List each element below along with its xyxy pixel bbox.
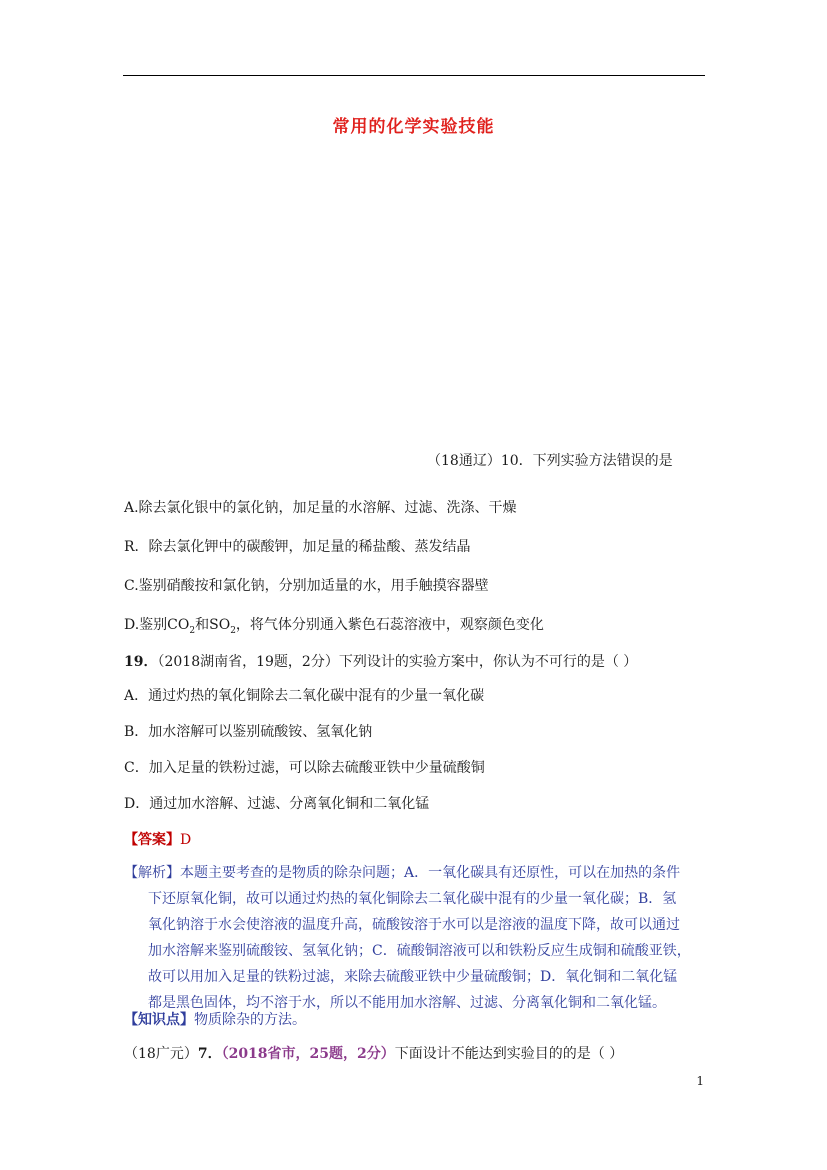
page-title: 常用的化学实验技能 [332, 117, 495, 137]
kp-label: 【知识点】 [124, 1012, 194, 1028]
analysis-line: 故可以用加入足量的铁粉过滤，来除去硫酸亚铁中少量硫酸铜；D．氧化铜和二氧化锰 [148, 969, 678, 985]
analysis-line: 加水溶解来鉴别硫酸铵、氢氧化钠；C．硫酸铜溶液可以和铁粉反应生成铜和硫酸亚铁， [148, 943, 691, 959]
q19-option-c: C．加入足量的铁粉过滤，可以除去硫酸亚铁中少量硫酸铜 [124, 760, 485, 776]
q7-source: （2018省市，25题，2分） [221, 1046, 395, 1062]
q10-d-sub1: 2 [189, 625, 196, 636]
q19-stem-text: （2018湖南省，19题，2分）下列设计的实验方案中，你认为不可行的是（ ） [157, 654, 638, 670]
answer-value: D [180, 832, 192, 848]
q10-option-b: R．除去氯化钾中的碳酸钾，加足量的稀盐酸、蒸发结晶 [124, 539, 471, 555]
q10-d-sub2: 2 [230, 625, 236, 636]
analysis-line: 氧化钠溶于水会使溶液的温度升高，硫酸铵溶于水可以是溶液的温度下降，故可以通过 [148, 917, 680, 933]
q19-answer [124, 830, 191, 850]
q10-d-pre: D.鉴别CO [124, 617, 190, 633]
q10-option-c: C.鉴别硝酸按和氯化钠，分别加适量的水，用手触摸容器壁 [124, 578, 489, 594]
analysis-line: 都是黑色固体，均不溶于水，所以不能用加水溶解、过滤、分离氧化铜和二氧化锰。 [148, 995, 666, 1011]
q10-d-mid: 和SO [195, 617, 231, 633]
knowledge-point [124, 1010, 306, 1030]
q10-option-a: A.除去氯化银中的氯化钠，加足量的水溶解、过滤、洗涤、干燥 [124, 500, 517, 516]
page-number: 1 [696, 1074, 704, 1088]
q7-stem-text: 下面设计不能达到实验目的的是（ ） [394, 1046, 624, 1062]
q7-stem [124, 1044, 623, 1064]
q19-option-a: A．通过灼热的氧化铜除去二氧化碳中混有的少量一氧化碳 [124, 688, 485, 704]
q19-option-d: D．通过加水溶解、过滤、分离氧化铜和二氧化锰 [124, 796, 430, 812]
answer-label: 【答案】 [124, 832, 180, 848]
q7-number: 7． [197, 1046, 222, 1062]
analysis-line: 下还原氧化铜，故可以通过灼热的氧化铜除去二氧化碳中混有的少量一氧化碳；B．氢 [148, 891, 677, 907]
q19-option-b: B．加水溶解可以鉴别硫酸铵、氢氧化钠 [124, 724, 373, 740]
q10-d-post: ，将气体分别通入紫色石蕊溶液中，观察颜色变化 [235, 617, 544, 633]
kp-text: 物质除杂的方法。 [194, 1012, 306, 1028]
q19-analysis [124, 860, 704, 1016]
q10-option-d [124, 615, 544, 641]
header-rule [123, 75, 705, 76]
analysis-line: 【解析】本题主要考查的是物质的除杂问题；A．一氧化碳具有还原性，可以在加热的条件 [124, 865, 681, 881]
q10-heading: （18通辽）10．下列实验方法错误的是 [427, 453, 673, 469]
q7-pre: （18广元） [124, 1046, 198, 1062]
q19-number: 19． [124, 654, 158, 670]
q19-stem [124, 652, 637, 672]
